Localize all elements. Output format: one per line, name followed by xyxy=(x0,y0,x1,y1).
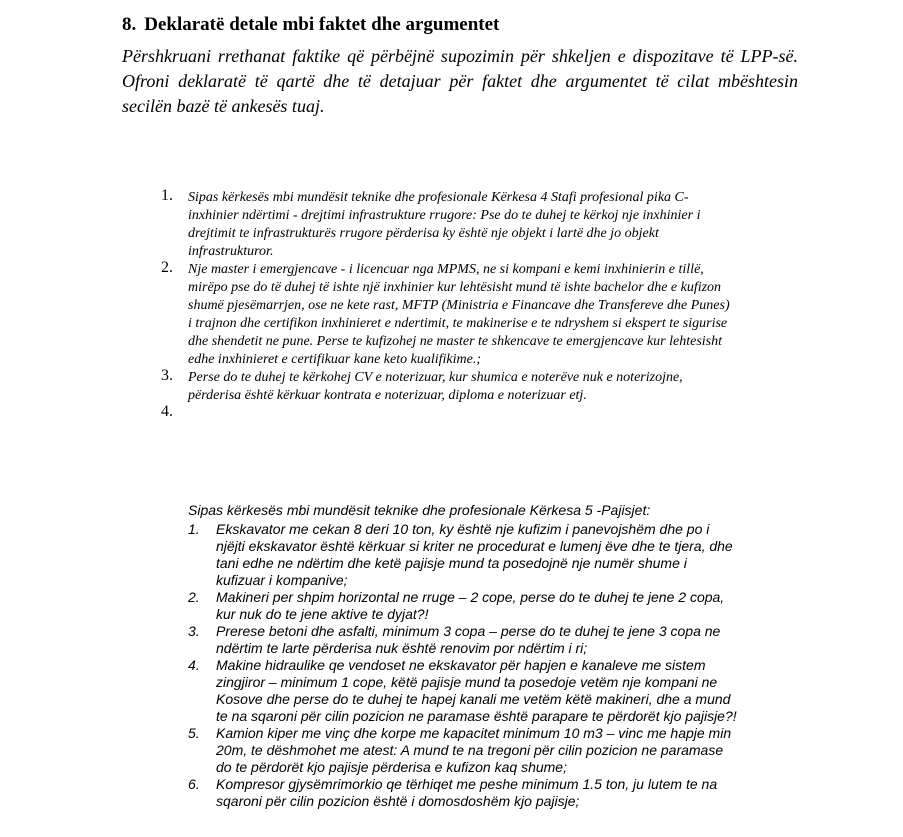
item-line: Kompresor gjysëmrimorkio qe tërhiqet me peshe minimum 1.5 ton, ju lutem te na xyxy=(216,776,718,792)
item-line: Ekskavator me cekan 8 deri 10 ton, ky është nje kufizim i panevojshëm dhe po i xyxy=(216,521,710,537)
intro-line: secilën bazë të ankesës tuaj. xyxy=(122,96,325,116)
item-line: edhe inxhinieret e certifikuar kane keto kualifikime.; xyxy=(188,352,481,367)
list-marker: 2. xyxy=(188,589,200,605)
list-item xyxy=(188,776,798,810)
item-line: Makineri per shpim horizontal ne rruge – 2 cope, perse do te duhej te jene 2 copa, xyxy=(216,589,725,605)
item-line: Kamion kiper me vinç dhe korpe me kapacitet minimum 10 m3 – vinc me hapje min xyxy=(216,725,732,741)
list-marker: 3. xyxy=(161,367,173,384)
item-line: ndërtim te larte përderisa nuk është renovim por ndërtim i ri; xyxy=(216,640,588,656)
item-line: Sipas kërkesës mbi mundësit teknike dhe profesionale Kërkesa 4 Stafi profesional pika C- xyxy=(188,190,689,205)
list-item xyxy=(188,725,798,776)
item-line: sqaroni për cilin pozicion është i domosdoshëm kjo pajisje; xyxy=(216,793,580,809)
item-line: 20m, te dëshmohet me atest: A mund te na tregoni për cilin pozicion ne paramase xyxy=(216,742,724,758)
list-marker: 3. xyxy=(188,623,200,639)
list-item xyxy=(157,405,797,423)
item-line: Nje master i emergjencave - i licencuar nga MPMS, ne si kompani e kemi inxhinierin e tillë, xyxy=(188,262,704,277)
item-line: te na sqaroni për cilin pozicion ne paramase është parapare te përdorët kjo pajisje?! xyxy=(216,708,737,724)
item-line: shumë pjesëmarrjen, ose ne kete rast, MFTP (Ministria e Financave dhe Transfereve dhe Punes) xyxy=(188,298,730,313)
item-line: infrastrukturor. xyxy=(188,244,274,259)
item-line: Perse do te duhej te kërkohej CV e noterizuar, kur shumica e noterëve nuk e noterizojne, xyxy=(188,370,683,385)
section-number: 8. xyxy=(122,14,137,35)
intro-line: Përshkruani rrethanat faktike që përbëjnë supozimin për shkeljen e dispozitave të LPP-së. xyxy=(122,46,798,66)
list-marker: 4. xyxy=(161,403,173,420)
list-title: Sipas kërkesës mbi mundësit teknike dhe profesionale Kërkesa 5 -Pajisjet: xyxy=(188,502,651,518)
list-marker: 2. xyxy=(161,259,173,276)
list-item xyxy=(157,261,797,369)
item-line: dhe shendetit ne pune. Perse te kufizohej ne master te shkencave te emergjencave kur lehtesisht xyxy=(188,334,723,349)
list-marker: 6. xyxy=(188,776,200,792)
item-line: kufizuar i kompanive; xyxy=(216,572,348,588)
item-line: kur nuk do te jene aktive te dyjat?! xyxy=(216,606,429,622)
item-line: përderisa është kërkuar kontrata e noterizuar, diploma e noterizuar etj. xyxy=(188,388,587,403)
list-item xyxy=(157,189,797,261)
list-item xyxy=(157,369,797,405)
item-line: i trajnon dhe certifikon inxhinieret e ndertimit, te makinerise e te ndryshem si ekspert te sigurise xyxy=(188,316,728,331)
section-heading xyxy=(122,14,499,36)
item-line: Makine hidraulike qe vendoset ne ekskavator për hapjen e kanaleve me sistem xyxy=(216,657,706,673)
list-item xyxy=(188,657,798,725)
item-line: inxhinier ndërtimi - drejtimi infrastrukture rrugore: Pse do te duhej te kërkoj nje inxhinier i xyxy=(188,208,701,223)
item-line: do te përdorët kjo pajisje përderisa e kufizon kaq shume; xyxy=(216,759,567,775)
list-marker: 1. xyxy=(188,521,200,537)
objection-list-equipment xyxy=(188,502,798,810)
item-line: tani edhe ne ndërtim dhe ketë pajisje mund ta posedojnë nje numër shume i xyxy=(216,555,687,571)
item-line: zingjiror – minimum 1 cope, këtë pajisje mund ta posedoje vetëm nje kompani ne xyxy=(216,674,718,690)
item-line: Prerese betoni dhe asfalti, minimum 3 copa – perse do te duhej te jene 3 copa ne xyxy=(216,623,721,639)
list-marker: 5. xyxy=(188,725,200,741)
item-line: drejtimit te infrastrukturës rrugore përderisa ky është nje objekt i lartë dhe jo objekt xyxy=(188,226,659,241)
list-item xyxy=(188,589,798,623)
item-line: njëjti ekskavator është kërkuar si kriter ne procedurat e lumenj ëve dhe te tjera, dhe xyxy=(216,538,733,554)
list-item xyxy=(188,521,798,589)
list-item xyxy=(188,623,798,657)
item-line: mirëpo pse do të duhej të ishte një inxhinier kur lehtësisht mund të ishte bachelor dhe e kufizon xyxy=(188,280,722,295)
item-line: Kosove dhe perse do te duhej te hapej kanali me vetëm këtë makineri, dhe a mund xyxy=(216,691,731,707)
list-marker: 1. xyxy=(161,187,173,204)
list-marker: 4. xyxy=(188,657,200,673)
objection-list-staff xyxy=(157,189,797,423)
intro-line: Ofroni deklaratë të qartë dhe të detajuar për faktet dhe argumentet të cilat mbështesin xyxy=(122,71,798,91)
section-intro xyxy=(122,44,798,119)
section-title: Deklaratë detale mbi faktet dhe argumentet xyxy=(144,14,500,35)
item-line xyxy=(188,405,797,423)
